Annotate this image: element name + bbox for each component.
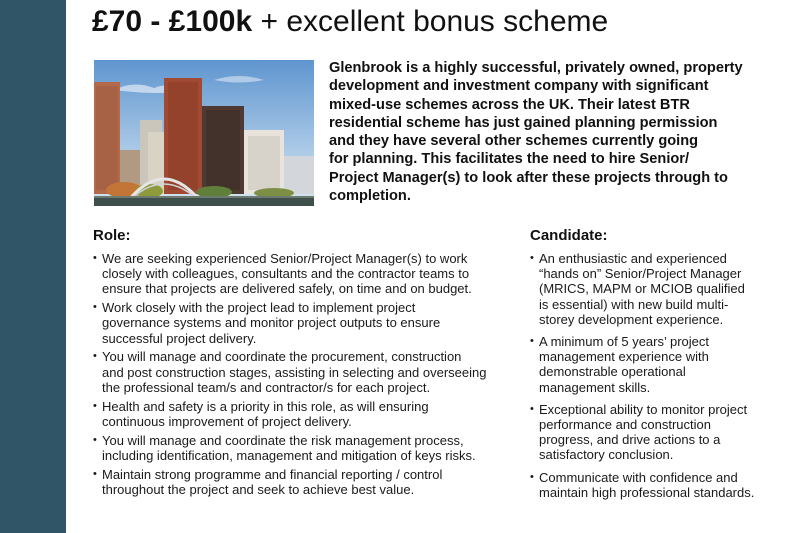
candidate-heading: Candidate: (530, 227, 608, 244)
candidate-item-line: • A minimum of 5 years’ project (539, 334, 710, 350)
candidate-item-line: • Exceptional ability to monitor project (539, 401, 748, 417)
candidate-item (530, 334, 780, 395)
candidate-item-line: (MRICS, MAPM or MCIOB qualified (539, 281, 745, 297)
intro-line: Project Manager(s) to look after these projects through to (329, 169, 728, 186)
role-item (93, 467, 513, 497)
candidate-item-line: is essential) with new build multi- (539, 296, 729, 312)
role-item (93, 251, 513, 297)
intro-line: and they have several other schemes currently going (329, 133, 699, 150)
role-item-line: the professional team/s and contractor/s for each project. (102, 379, 431, 395)
role-item-line: continuous improvement of project delivery. (102, 413, 352, 429)
role-heading: Role: (93, 227, 131, 244)
bonus-text: + excellent bonus scheme (252, 5, 609, 38)
building-photo-icon (94, 60, 314, 206)
candidate-item-line: management experience with (539, 349, 709, 365)
sidebar-band (0, 0, 66, 533)
role-item-line: governance systems and monitor project outputs to ensure (102, 315, 441, 331)
role-item-line: closely with colleagues, consultants and the contractor teams to (102, 266, 470, 282)
candidate-item-line: • An enthusiastic and experienced (539, 251, 727, 266)
candidate-item-line: progress, and drive actions to a (539, 432, 721, 448)
role-item (93, 300, 513, 346)
role-item-line: • Health and safety is a priority in this role, as will ensuring (102, 398, 429, 414)
candidate-item (530, 402, 780, 463)
salary-range: £70 - £100k (92, 5, 253, 38)
role-item-line: throughout the project and seek to achieve best value. (102, 481, 415, 497)
candidate-item-line: demonstrable operational (539, 364, 686, 380)
candidate-item-line: satisfactory conclusion. (539, 447, 674, 463)
role-item (93, 349, 513, 395)
role-item-line: • Maintain strong programme and financial reporting / control (102, 466, 443, 482)
role-item-line: and post construction stages, assisting in selecting and overseeing (102, 364, 487, 380)
candidate-item (530, 470, 780, 500)
candidate-item-line: • Communicate with confidence and (539, 469, 738, 485)
role-item-line: • You will manage and coordinate the risk management process, (102, 432, 464, 448)
intro-line: mixed-use schemes across the UK. Their latest BTR (329, 96, 690, 113)
role-item-line: including identification, management and mitigation of keys risks. (102, 447, 476, 463)
role-list (93, 251, 513, 497)
intro-line: residential scheme has just gained planning permission (329, 114, 718, 131)
candidate-item-line: performance and construction (539, 417, 711, 433)
candidate-section (530, 227, 780, 507)
role-item-line: successful project delivery. (102, 330, 257, 346)
role-item-line: • We are seeking experienced Senior/Project Manager(s) to work (102, 251, 468, 266)
candidate-item-line: management skills. (539, 379, 651, 395)
role-item-line: • You will manage and coordinate the procurement, construction (102, 349, 462, 365)
role-item-line: • Work closely with the project lead to implement project (102, 300, 416, 316)
intro-line: Glenbrook is a highly successful, privately owned, property (329, 60, 743, 76)
candidate-item-line: storey development experience. (539, 311, 724, 327)
role-section (93, 227, 513, 501)
intro-line: for planning. This facilitates the need to hire Senior/ (329, 151, 690, 168)
intro-line: completion. (329, 188, 411, 205)
role-item (93, 399, 513, 429)
candidate-list (530, 251, 780, 500)
company-intro (329, 59, 777, 205)
role-item (93, 433, 513, 463)
candidate-item-line: “hands on” Senior/Project Manager (539, 266, 742, 282)
candidate-item (530, 251, 780, 327)
salary-headline (92, 2, 608, 42)
role-item-line: ensure that projects are delivered safely, on time and on budget. (102, 281, 472, 297)
candidate-item-line: maintain high professional standards. (539, 484, 755, 500)
intro-line: development and investment company with significant (329, 78, 709, 95)
